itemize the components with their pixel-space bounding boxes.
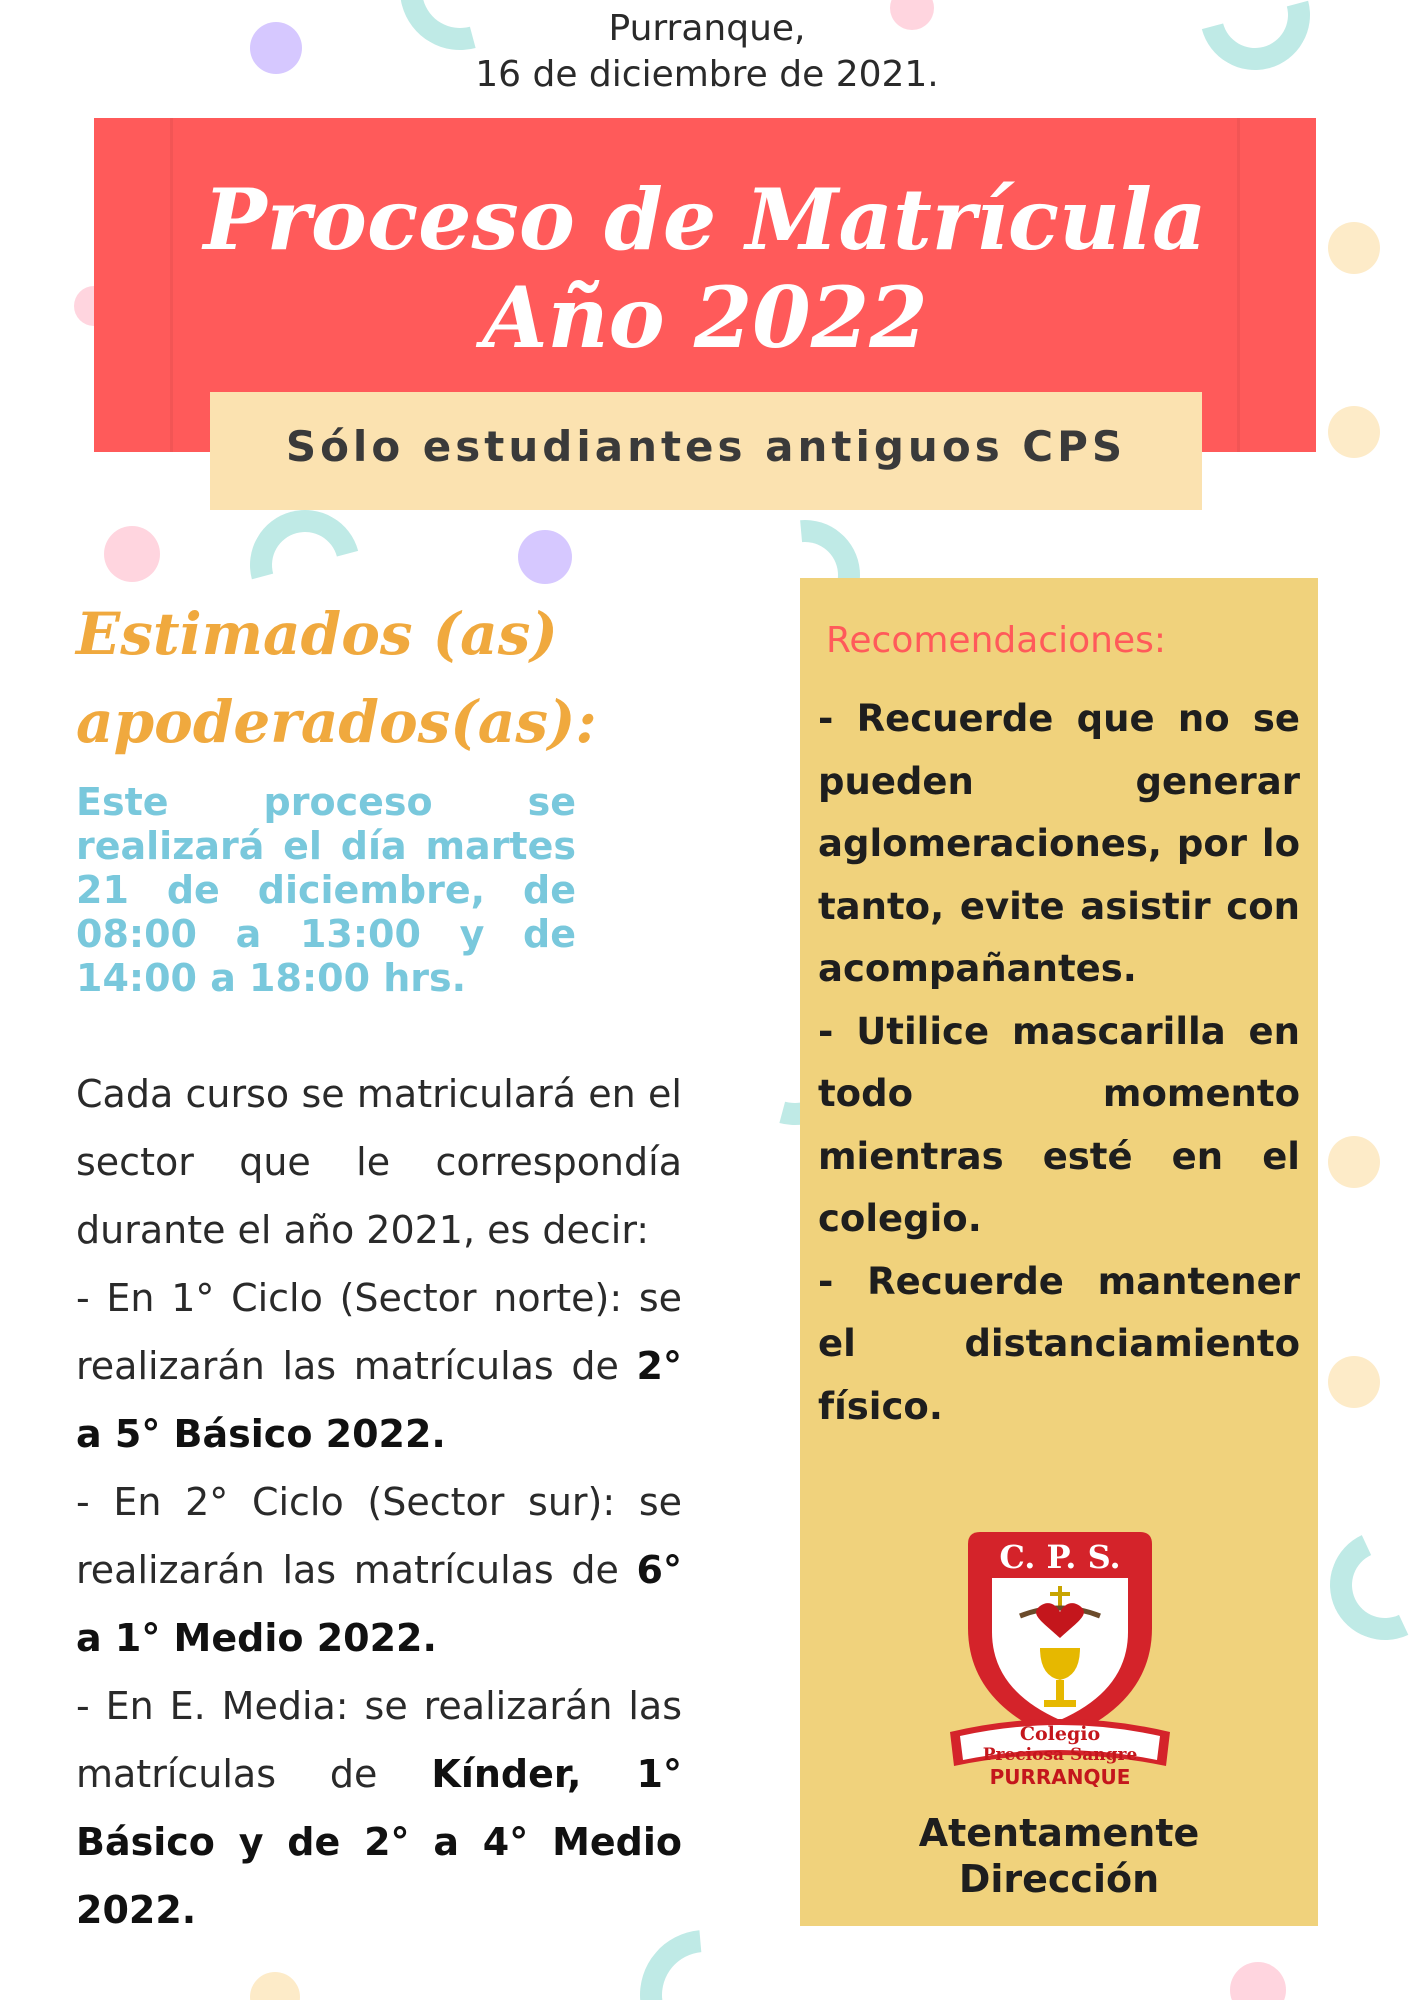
place: Purranque,	[608, 8, 806, 49]
subtitle-banner	[210, 392, 1202, 510]
list-item	[76, 1264, 682, 1468]
subtitle: Sólo estudiantes antiguos CPS	[285, 422, 1127, 471]
page-title-year: Año 2022	[482, 268, 928, 367]
closing-line: Atentamente	[918, 1811, 1200, 1855]
svg-text:C. P. S.: C. P. S.	[999, 1538, 1121, 1576]
list-item	[76, 1672, 682, 1944]
item-text: - En E. Media: se realizarán las matrículas de	[76, 1684, 682, 1796]
list-item: - Recuerde mantener el distanciamiento físico.	[818, 1259, 1300, 1428]
greeting: Estimados (as) apoderados(as):	[76, 600, 597, 756]
item-bold: 6° a 1° Medio 2022.	[76, 1548, 682, 1660]
place-date	[0, 6, 1414, 98]
page-title: Proceso de Matrícula	[203, 170, 1207, 269]
item-bold: Kínder, 1° Básico y de 2° a 4° Medio 2022.	[76, 1752, 682, 1932]
decor-dot	[1328, 222, 1380, 274]
item-bold: 2° a 5° Básico 2022.	[76, 1344, 682, 1456]
date: 16 de diciembre de 2021.	[475, 54, 939, 95]
intro-paragraph: Cada curso se matriculará en el sector que le correspondía durante el año 2021, es decir:	[76, 1072, 682, 1252]
decor-dot	[518, 530, 572, 584]
svg-text:Preciosa Sangre: Preciosa Sangre	[982, 1745, 1138, 1765]
list-item	[76, 1468, 682, 1672]
recommendations-panel	[800, 578, 1318, 1926]
enrollment-details	[76, 1060, 682, 1944]
signature: Dirección	[958, 1857, 1160, 1901]
recommendations-list	[818, 688, 1300, 1438]
process-schedule: Este proceso se realizará el día martes 21 de diciembre, de 08:00 a 13:00 y de 14:00 a 18:00 hrs.	[76, 780, 576, 1000]
svg-text:PURRANQUE: PURRANQUE	[989, 1765, 1131, 1788]
decor-dot	[250, 1972, 300, 2000]
svg-text:Colegio: Colegio	[1019, 1723, 1101, 1745]
decor-dot	[104, 526, 160, 582]
decor-arc	[1315, 1515, 1414, 1656]
closing	[800, 1810, 1318, 1902]
list-item: - Utilice mascarilla en todo momento mientras esté en el colegio.	[818, 1009, 1300, 1240]
item-text: - En 1° Ciclo (Sector norte): se realizarán las matrículas de	[76, 1276, 682, 1388]
list-item: - Recuerde que no se pueden generar aglomeraciones, por lo tanto, evite asistir con acompañantes.	[818, 697, 1300, 990]
school-crest-logo	[940, 1508, 1180, 1788]
decor-dot	[1328, 1356, 1380, 1408]
decor-dot	[1328, 1136, 1380, 1188]
decor-dot	[1328, 406, 1380, 458]
item-text: - En 2° Ciclo (Sector sur): se realizarán las matrículas de	[76, 1480, 682, 1592]
decor-dot	[1230, 1962, 1286, 2000]
panel-title: Recomendaciones:	[826, 620, 1166, 661]
